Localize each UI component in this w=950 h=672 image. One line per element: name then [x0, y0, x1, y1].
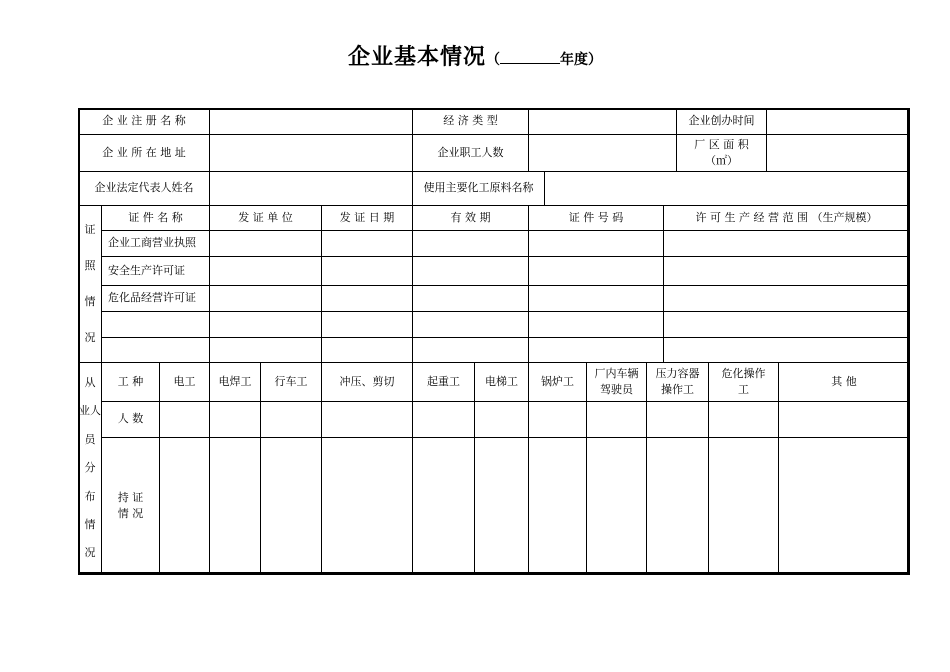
company-name-label: 企 业 注 册 名 称 [78, 108, 210, 135]
certified-label-line-2: 情 况 [117, 507, 144, 520]
worker-count-cell[interactable] [412, 401, 475, 438]
certificate-name-cell[interactable] [101, 311, 210, 338]
worker-count-cell[interactable] [646, 401, 709, 438]
certificate-header-1: 发 证 单 位 [209, 205, 322, 231]
certificates-side-label-char-0: 证 [84, 222, 96, 236]
founded-label: 企业创办时间 [676, 108, 767, 135]
certificate-value-cell[interactable] [321, 256, 413, 286]
workers-side-label-char-1: 业人 [79, 404, 101, 418]
certificate-value-cell[interactable] [412, 230, 529, 257]
work-type-header-2: 行车工 [260, 362, 322, 402]
company-name-field[interactable] [209, 108, 413, 135]
certified-cell[interactable] [321, 437, 413, 575]
certified-cell[interactable] [586, 437, 647, 575]
founded-field[interactable] [766, 108, 910, 135]
certificate-name-cell: 企业工商营业执照 [101, 230, 210, 257]
worker-count-cell[interactable] [260, 401, 322, 438]
work-type-header-8-line-1: 压力容器 [655, 366, 700, 380]
certificate-value-cell[interactable] [209, 256, 322, 286]
certified-cell[interactable] [412, 437, 475, 575]
page-title [0, 40, 950, 71]
worker-count-cell[interactable] [321, 401, 413, 438]
certificates-side-label-char-1: 照 [84, 258, 96, 272]
address-field[interactable] [209, 134, 413, 172]
worker-count-cell[interactable] [209, 401, 261, 438]
certificate-value-cell[interactable] [412, 311, 529, 338]
certified-cell[interactable] [646, 437, 709, 575]
area-field[interactable] [766, 134, 910, 172]
title-main: 企业基本情况 [347, 44, 486, 70]
worker-count-cell[interactable] [474, 401, 529, 438]
work-type-header-3: 冲压、剪切 [321, 362, 413, 402]
certificate-value-cell[interactable] [209, 311, 322, 338]
work-type-header-10: 其 他 [778, 362, 910, 402]
certificate-name-cell[interactable] [101, 337, 210, 363]
area-label-line-2: （㎡） [705, 154, 738, 167]
certificate-value-cell[interactable] [321, 311, 413, 338]
certificate-value-cell[interactable] [528, 337, 664, 363]
workers-side-label-char-4: 布 [84, 489, 96, 503]
worker-count-cell[interactable] [778, 401, 910, 438]
certificate-value-cell[interactable] [528, 230, 664, 257]
certificate-value-cell[interactable] [321, 337, 413, 363]
certified-label-line-1: 持 证 [117, 490, 144, 504]
certificate-value-cell[interactable] [663, 311, 910, 338]
title-year-suffix: 年度） [560, 52, 602, 68]
certified-cell[interactable] [209, 437, 261, 575]
work-type-header-7-line-2: 驾驶员 [600, 383, 633, 396]
certificate-header-3: 有 效 期 [412, 205, 529, 231]
certified-cell[interactable] [260, 437, 322, 575]
legal-rep-label: 企业法定代表人姓名 [78, 171, 210, 206]
certificate-value-cell[interactable] [663, 256, 910, 286]
workers-side-label-char-3: 分 [84, 461, 96, 475]
work-type-header-8 [646, 362, 709, 402]
certificate-value-cell[interactable] [412, 285, 529, 312]
workers-side-label [78, 362, 102, 575]
certified-cell[interactable] [474, 437, 529, 575]
legal-rep-field[interactable] [209, 171, 413, 206]
certificates-side-label [78, 205, 102, 363]
econ-type-field[interactable] [528, 108, 677, 135]
work-type-header-6: 锅炉工 [528, 362, 587, 402]
area-label [676, 134, 767, 172]
certificate-header-4: 证 件 号 码 [528, 205, 664, 231]
work-type-header-9-line-1: 危化操作 [721, 366, 766, 380]
econ-type-label: 经 济 类 型 [412, 108, 529, 135]
staff-count-label: 企业职工人数 [412, 134, 529, 172]
worker-count-cell[interactable] [528, 401, 587, 438]
year-blank[interactable] [500, 49, 560, 64]
certificate-name-cell: 危化品经营许可证 [101, 285, 210, 312]
staff-count-field[interactable] [528, 134, 677, 172]
certified-cell[interactable] [708, 437, 779, 575]
title-open-paren: （ [486, 52, 500, 68]
certificate-header-2: 发 证 日 期 [321, 205, 413, 231]
work-type-header-7 [586, 362, 647, 402]
workers-side-label-char-5: 情 [84, 518, 96, 532]
worker-count-label: 人 数 [101, 401, 160, 438]
area-label-line-1: 厂 区 面 积 [694, 137, 749, 151]
certificate-header-5: 许 可 生 产 经 营 范 围 （生产规模） [663, 205, 910, 231]
certificate-value-cell[interactable] [321, 230, 413, 257]
certificate-value-cell[interactable] [321, 285, 413, 312]
certificate-value-cell[interactable] [412, 256, 529, 286]
certified-cell[interactable] [778, 437, 910, 575]
address-label: 企 业 所 在 地 址 [78, 134, 210, 172]
worker-count-cell[interactable] [586, 401, 647, 438]
work-type-header-4: 起重工 [412, 362, 475, 402]
certificate-value-cell[interactable] [663, 230, 910, 257]
certified-cell[interactable] [528, 437, 587, 575]
work-type-header-5: 电梯工 [474, 362, 529, 402]
materials-field[interactable] [544, 171, 910, 206]
certificate-value-cell[interactable] [663, 337, 910, 363]
certified-label [101, 437, 160, 575]
certificate-value-cell[interactable] [209, 285, 322, 312]
certificates-side-label-char-2: 情 [84, 294, 96, 308]
work-type-label: 工 种 [101, 362, 160, 402]
certificate-name-cell: 安全生产许可证 [101, 256, 210, 286]
materials-label: 使用主要化工原料名称 [412, 171, 545, 206]
workers-side-label-char-6: 况 [84, 546, 96, 560]
certificate-value-cell[interactable] [528, 285, 664, 312]
certificate-header-0: 证 件 名 称 [101, 205, 210, 231]
work-type-header-9 [708, 362, 779, 402]
work-type-header-9-line-2: 工 [738, 383, 749, 396]
certificate-value-cell[interactable] [412, 337, 529, 363]
certificate-value-cell[interactable] [663, 285, 910, 312]
certified-cell[interactable] [159, 437, 210, 575]
worker-count-cell[interactable] [159, 401, 210, 438]
certificate-value-cell[interactable] [528, 256, 664, 286]
work-type-header-1: 电焊工 [209, 362, 261, 402]
certificate-value-cell[interactable] [528, 311, 664, 338]
certificates-side-label-char-3: 况 [84, 330, 96, 344]
worker-count-cell[interactable] [708, 401, 779, 438]
workers-side-label-char-0: 从 [84, 375, 96, 389]
work-type-header-8-line-2: 操作工 [661, 383, 694, 396]
workers-side-label-char-2: 员 [84, 432, 96, 446]
certificate-value-cell[interactable] [209, 337, 322, 363]
certificate-value-cell[interactable] [209, 230, 322, 257]
work-type-header-7-line-1: 厂内车辆 [594, 366, 639, 380]
work-type-header-0: 电工 [159, 362, 210, 402]
